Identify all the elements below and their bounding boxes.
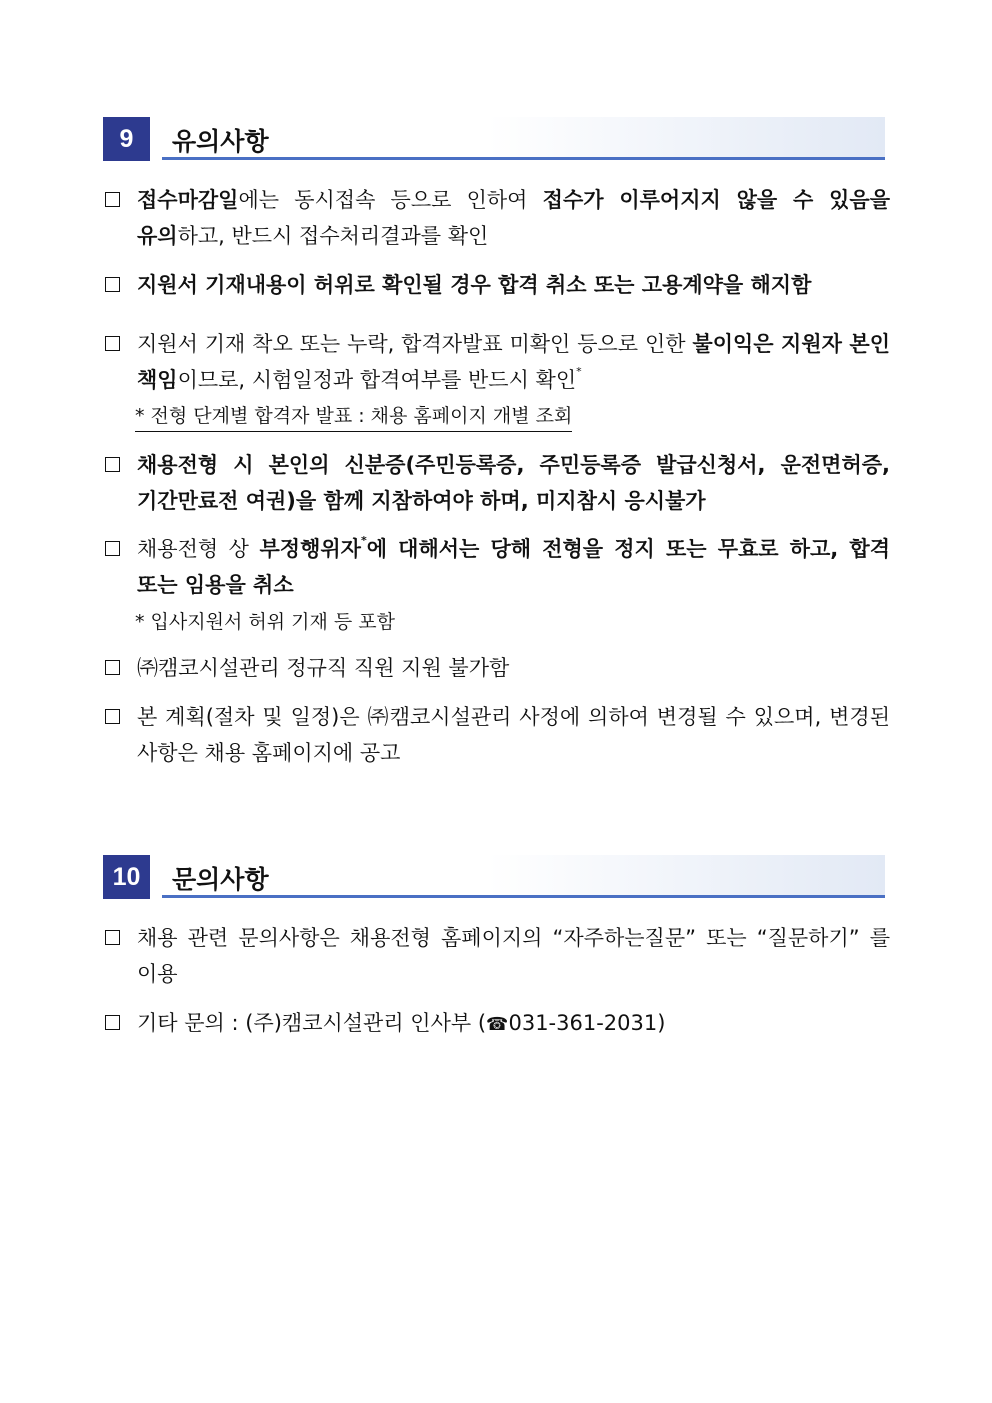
checkbox-bullet-icon bbox=[105, 660, 120, 675]
list-item bbox=[105, 326, 890, 398]
item-text: 기타 문의 : (주)캠코시설관리 인사부 ( bbox=[137, 1011, 487, 1035]
item-text-bold: 불이익은 지원자 본인 책임 bbox=[137, 332, 890, 392]
checkbox-bullet-icon bbox=[105, 541, 120, 556]
item-text: 채용 관련 문의사항은 채용전형 홈페이지의 “자주하는질문” 또는 “질문하기” 를 이용 bbox=[137, 926, 890, 986]
checkbox-bullet-icon bbox=[105, 1015, 120, 1030]
checkbox-bullet-icon bbox=[105, 192, 120, 207]
footnote: * 전형 단계별 합격자 발표 : 채용 홈페이지 개별 조회 bbox=[135, 402, 572, 432]
section-title: 문의사항 bbox=[172, 865, 269, 894]
checkbox-bullet-icon bbox=[105, 457, 120, 472]
item-text-bold: 지원서 기재내용이 허위로 확인될 경우 합격 취소 또는 고용계약을 해지함 bbox=[137, 273, 812, 297]
item-text-bold: 채용전형 시 본인의 신분증(주민등록증, 주민등록증 발급신청서, 운전면허증, 기간만료전 여권)을 함께 지참하여야 하며, 미지참시 응시불가 bbox=[137, 453, 890, 513]
item-text: 에는 동시접속 등으로 인하여 bbox=[238, 188, 543, 212]
list-item bbox=[105, 531, 890, 603]
footnote-marker: * bbox=[576, 365, 582, 378]
item-text: ㈜캠코시설관리 정규직 직원 지원 불가함 bbox=[137, 656, 510, 680]
item-text-bold: 접수마감일 bbox=[137, 188, 239, 212]
section-number: 10 bbox=[103, 855, 150, 899]
footnote: * 입사지원서 허위 기재 등 포함 bbox=[135, 611, 395, 633]
checkbox-bullet-icon bbox=[105, 336, 120, 351]
list-item bbox=[105, 650, 890, 686]
section-number: 9 bbox=[103, 117, 150, 161]
list-item bbox=[105, 1005, 890, 1043]
phone-icon: ☎ bbox=[486, 1014, 509, 1035]
item-text: 채용전형 상 bbox=[137, 537, 260, 561]
list-item bbox=[105, 182, 890, 254]
item-text: 이므로, 시험일정과 합격여부를 반드시 확인 bbox=[177, 368, 577, 392]
list-item bbox=[105, 699, 890, 771]
section-title: 유의사항 bbox=[172, 127, 269, 156]
checkbox-bullet-icon bbox=[105, 930, 120, 945]
item-text: 지원서 기재 착오 또는 누락, 합격자발표 미확인 등으로 인한 bbox=[137, 332, 693, 356]
checkbox-bullet-icon bbox=[105, 709, 120, 724]
checkbox-bullet-icon bbox=[105, 277, 120, 292]
footnote-marker: * bbox=[360, 534, 367, 547]
phone-number: 031-361-2031) bbox=[508, 1011, 666, 1035]
item-text: 본 계획(절차 및 일정)은 ㈜캠코시설관리 사정에 의하여 변경될 수 있으며, 변경된 사항은 채용 홈페이지에 공고 bbox=[137, 705, 890, 765]
section-9-header bbox=[103, 117, 885, 161]
list-item bbox=[105, 267, 890, 303]
list-item bbox=[105, 920, 890, 992]
section-10-header bbox=[103, 855, 885, 899]
section-title-bar bbox=[162, 855, 885, 898]
item-text-bold: 에 대해서는 당해 전형을 정지 또는 무효로 하고, 합격 또는 임용을 취소 bbox=[137, 537, 890, 597]
list-item bbox=[105, 447, 890, 519]
item-text-bold: 부정행위자 bbox=[259, 537, 361, 561]
item-text-bold: 접수가 이루어지지 않을 수 있음을 유의 bbox=[137, 188, 890, 248]
section-title-bar bbox=[162, 117, 885, 160]
item-text: 하고, 반드시 접수처리결과를 확인 bbox=[177, 224, 489, 248]
